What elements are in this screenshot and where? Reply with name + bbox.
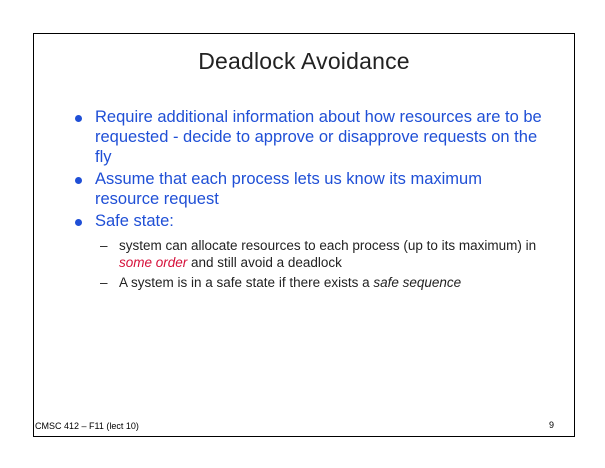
bullet-dot-icon [75, 177, 82, 184]
page-number: 9 [549, 420, 555, 430]
highlighted-term: some order [119, 255, 188, 270]
bullet-text: Assume that each process lets us know its maximum resource request [95, 170, 482, 208]
sub-bullet-item [95, 237, 544, 271]
sub-bullet-item [95, 274, 544, 291]
bullet-dot-icon [75, 219, 82, 226]
bullet-item [74, 107, 544, 167]
italic-term: safe sequence [373, 275, 462, 290]
bullet-text: Require additional information about how resources are to be requested - decide to approve or disapprove requests on the fly [95, 108, 542, 166]
footer-course-label: CMSC 412 – F11 (lect 10) [35, 421, 139, 431]
dash-icon: – [100, 275, 108, 290]
dash-icon: – [100, 238, 108, 253]
bullet-dot-icon [75, 115, 82, 122]
bullet-item [74, 169, 544, 209]
bullet-item [74, 211, 544, 291]
sub-bullet-text: system can allocate resources to each process (up to its maximum) in [119, 238, 537, 253]
bullet-text: Safe state: [95, 212, 174, 230]
slide-title: Deadlock Avoidance [198, 48, 410, 74]
sub-bullet-text: and still avoid a deadlock [187, 255, 342, 270]
sub-bullet-text: A system is in a safe state if there exists a [119, 275, 374, 290]
sub-bullet-list [95, 237, 544, 291]
bullet-list [74, 107, 544, 294]
